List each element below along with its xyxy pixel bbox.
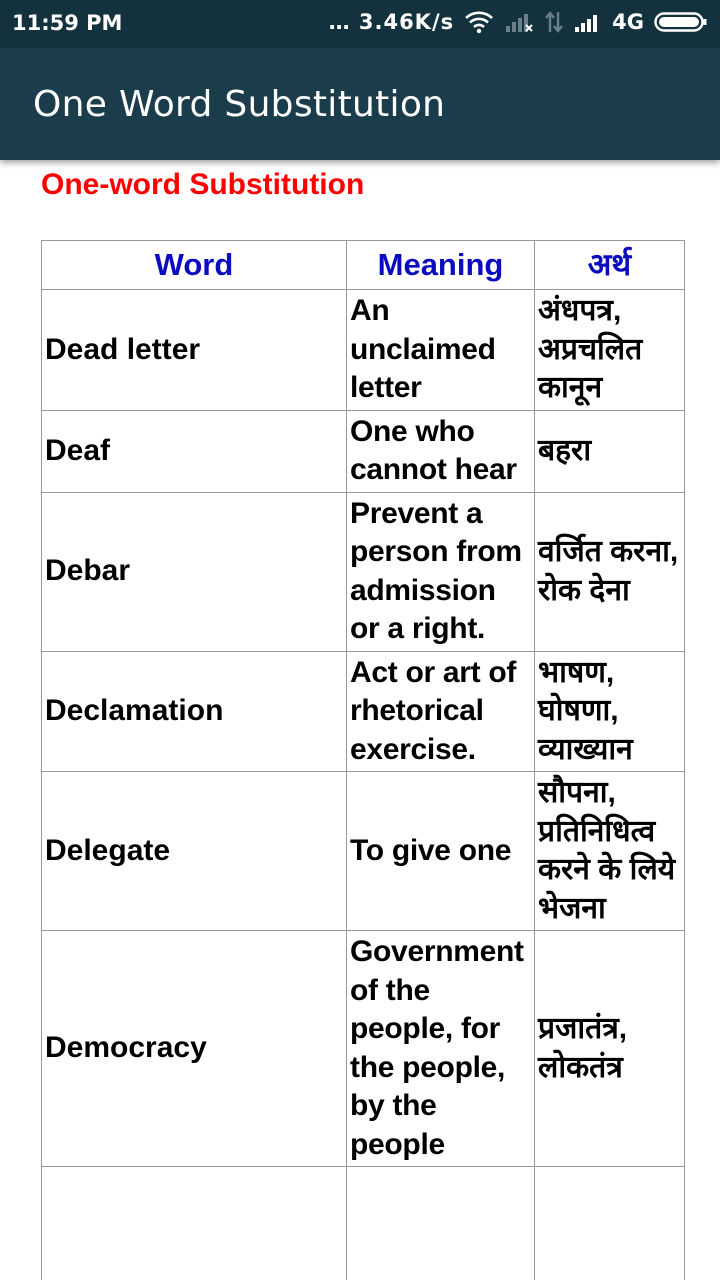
word-cell: Delegate [42,772,347,931]
word-cell: Declamation [42,651,347,772]
signal-icon [574,10,602,34]
network-type: 4G [612,10,644,34]
meaning-cell: One who cannot hear [347,410,535,492]
meaning-cell: Government of the people, for the people, by the people [347,931,535,1167]
content-area[interactable] [0,160,720,1280]
table-row [42,290,685,411]
meaning-cell: To give one [347,772,535,931]
meaning-cell: Act or art of rhetorical exercise. [347,651,535,772]
table-row [42,931,685,1167]
data-arrows-icon [544,10,564,34]
table-row [42,772,685,931]
header-meaning: Meaning [347,241,535,290]
word-cell [42,1167,347,1280]
app-title: One Word Substitution [33,84,446,125]
header-word: Word [42,241,347,290]
status-bar [0,0,720,48]
hindi-cell: प्रजातंत्र, लोकतंत्र [535,931,685,1167]
word-cell: Dead letter [42,290,347,411]
table-row [42,492,685,651]
table-row [42,1167,685,1280]
app-bar [0,48,720,160]
signal-icon [504,10,534,34]
meaning-cell [347,1167,535,1280]
meaning-cell: Prevent a person from admission or a right. [347,492,535,651]
wifi-icon [464,10,494,34]
word-cell: Democracy [42,931,347,1167]
hindi-cell: बहरा [535,410,685,492]
hindi-cell: भाषण, घोषणा, व्याख्यान [535,651,685,772]
header-hindi-meaning: अर्थ [535,241,685,290]
substitution-table [41,240,685,1280]
page-heading: One-word Substitution [41,168,365,201]
network-speed: … 3.46K/s [328,10,455,34]
meaning-cell: An unclaimed letter [347,290,535,411]
word-cell: Debar [42,492,347,651]
hindi-cell: सौपना, प्रतिनिधित्व करने के लिये भेजना [535,772,685,931]
table-header-row [42,241,685,290]
table-row [42,410,685,492]
table-row [42,651,685,772]
hindi-cell: वर्जित करना, रोक देना [535,492,685,651]
word-cell: Deaf [42,410,347,492]
status-time: 11:59 PM [12,11,123,35]
battery-icon [654,10,708,34]
hindi-cell [535,1167,685,1280]
hindi-cell: अंधपत्र, अप्रचलित कानून [535,290,685,411]
status-icons [329,10,708,34]
